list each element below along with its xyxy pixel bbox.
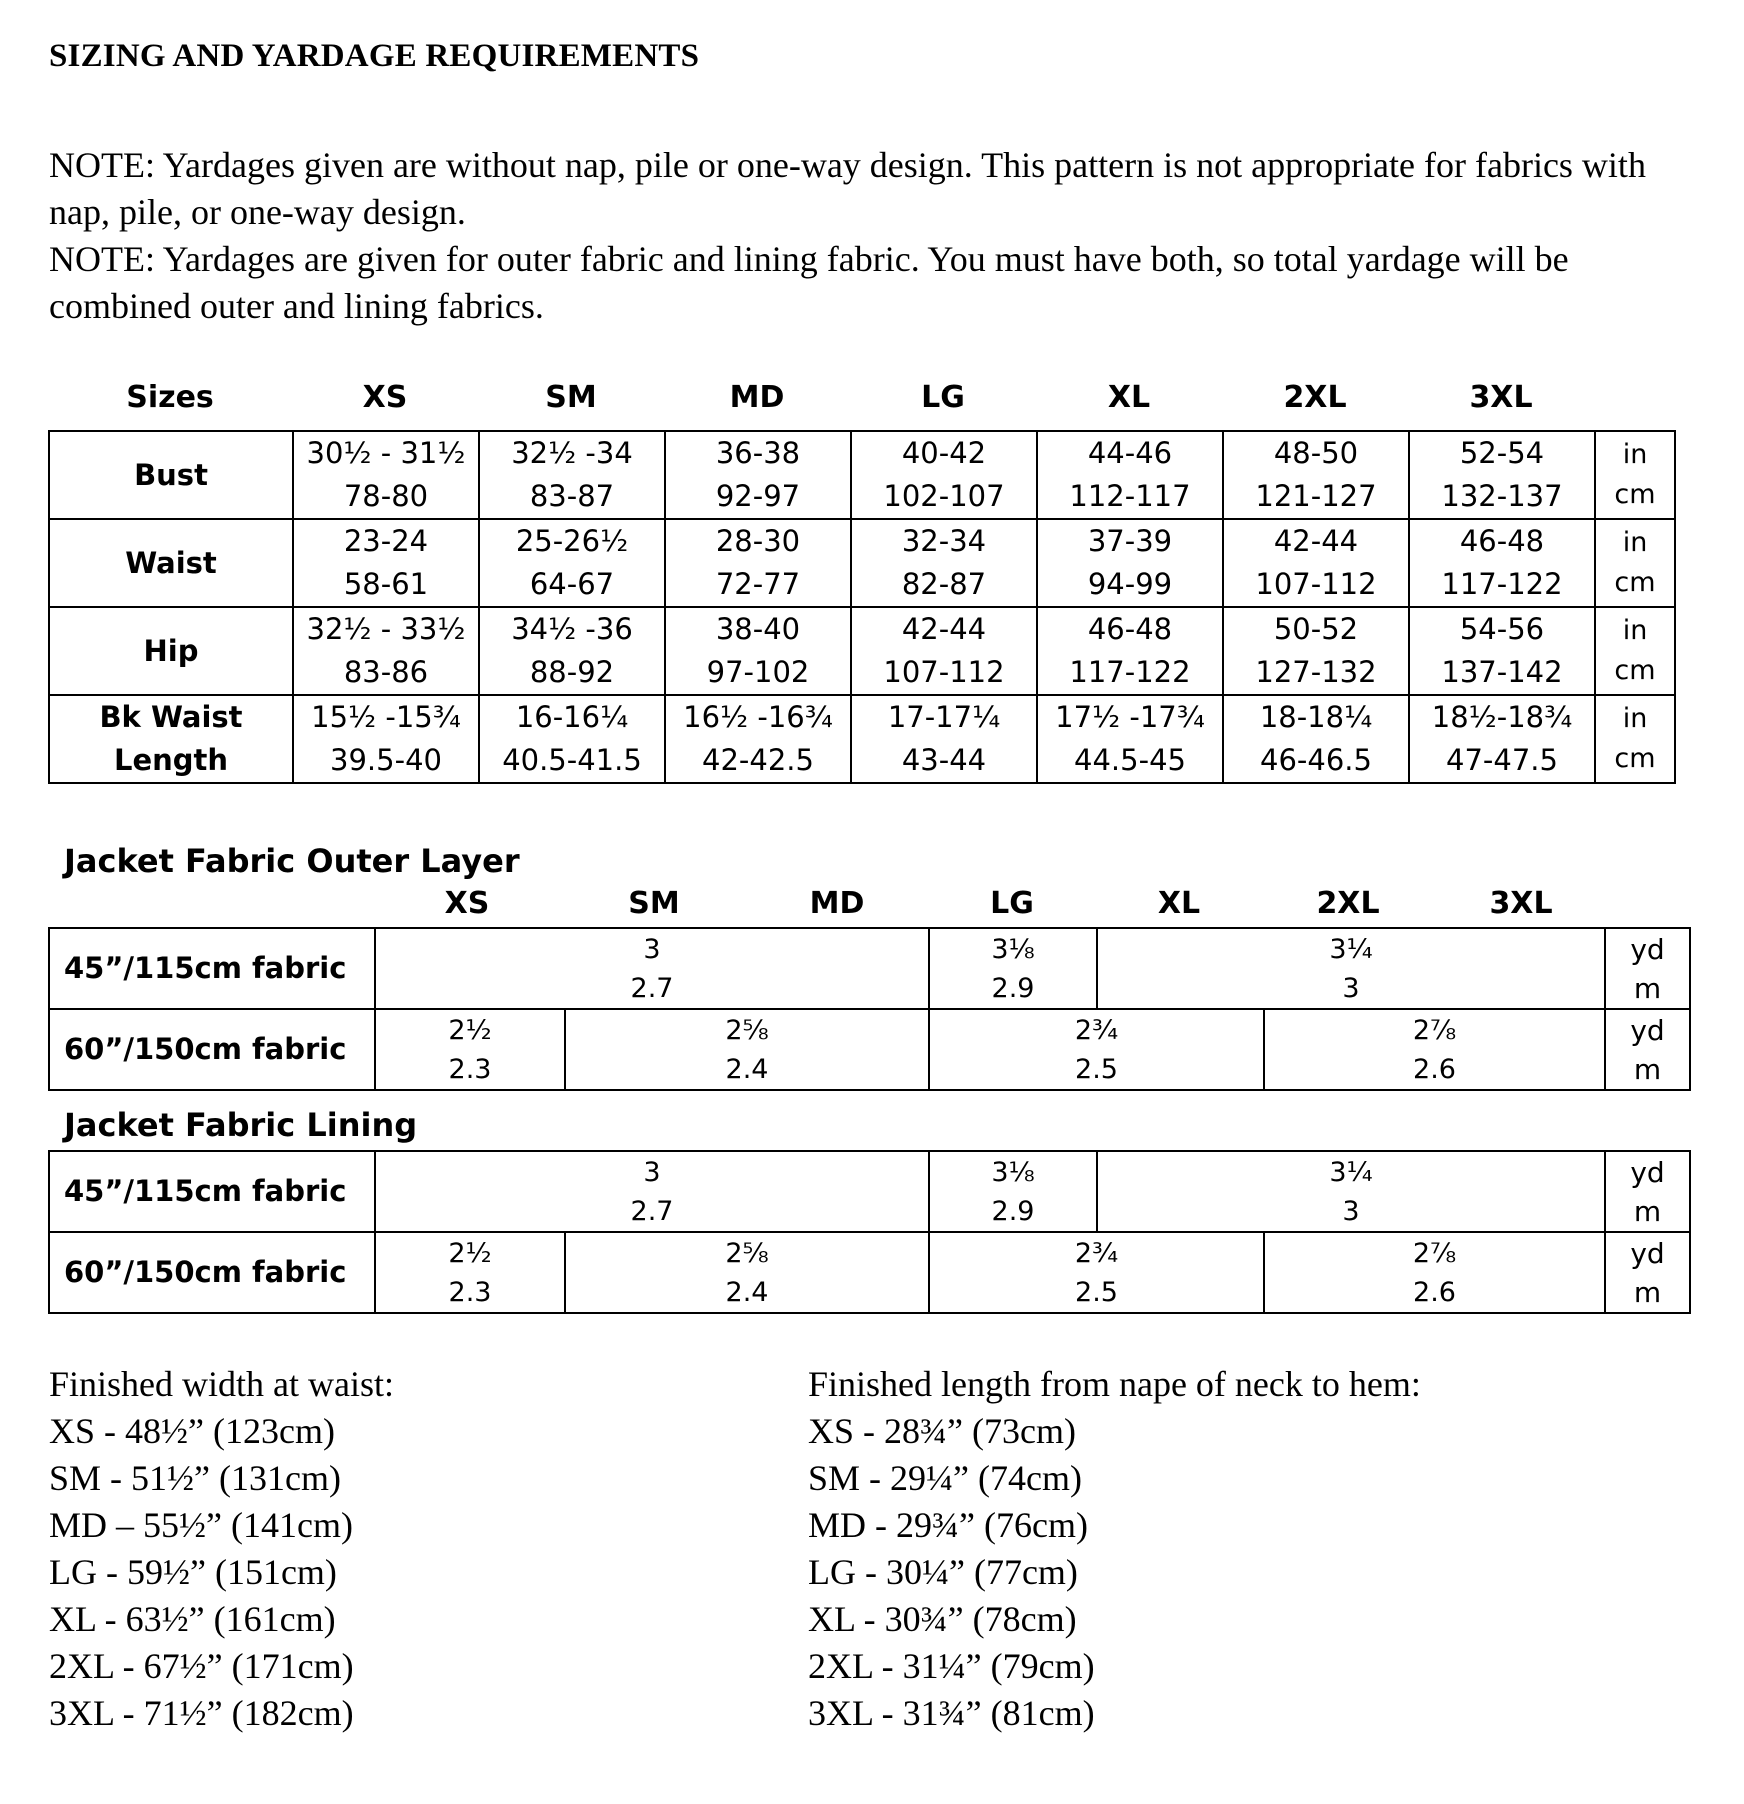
finished-length-xl: XL - 30¾” (78cm) (808, 1599, 1077, 1639)
outer-layer-title: Jacket Fabric Outer Layer (64, 842, 520, 880)
note-nap: NOTE: Yardages given are without nap, pile or one-way design. This pattern is not appropriate for fabrics with nap, pile, or one-way design. (49, 145, 1646, 232)
lining-60-lg-xl: 2¾ 2.5 (929, 1232, 1264, 1313)
outer-size-lg: LG (990, 886, 1034, 921)
lining-60-2xl-3xl: 2⅞ 2.6 (1264, 1232, 1605, 1313)
measure-cell-hip-3xl: 54-56 137-142 (1409, 607, 1595, 695)
size-xl: XL (1107, 380, 1151, 415)
outer-row-45 (49, 928, 1690, 1009)
measure-cell-bust-xs: 30½ - 31½ 78-80 (293, 431, 479, 519)
measure-cell-waist-2xl: 42-44 107-112 (1223, 519, 1409, 607)
finished-width-2xl: 2XL - 67½” (171cm) (49, 1646, 354, 1686)
outer-60-xs: 2½ 2.3 (375, 1009, 565, 1090)
finished-length-block (808, 1361, 1708, 1737)
measure-row-hip (49, 607, 1675, 695)
measure-cell-waist-3xl: 46-48 117-122 (1409, 519, 1595, 607)
lining-yardage-table (48, 1150, 1691, 1314)
measure-cell-hip-2xl: 50-52 127-132 (1223, 607, 1409, 695)
finished-length-title: Finished length from nape of neck to hem: (808, 1364, 1421, 1404)
measure-cell-hip-sm: 34½ -36 88-92 (479, 607, 665, 695)
finished-length-md: MD - 29¾” (76cm) (808, 1505, 1088, 1545)
outer-45-lg: 3⅛ 2.9 (929, 928, 1097, 1009)
measure-cell-back-waist-length-md: 16½ -16¾ 42-42.5 (665, 695, 851, 783)
size-lg: LG (921, 380, 965, 415)
size-xs: XS (362, 380, 408, 415)
measure-cell-back-waist-length-xs: 15½ -15¾ 39.5-40 (293, 695, 479, 783)
lining-60-sm-md: 2⅝ 2.4 (565, 1232, 929, 1313)
measure-label-waist: Waist (49, 519, 293, 607)
outer-size-3xl: 3XL (1489, 886, 1553, 921)
measure-cell-hip-xl: 46-48 117-122 (1037, 607, 1223, 695)
measure-row-bust (49, 431, 1675, 519)
lining-60-label: 60”/150cm fabric (49, 1232, 375, 1313)
outer-size-sm: SM (628, 886, 680, 921)
measure-cell-back-waist-length-xl: 17½ -17¾ 44.5-45 (1037, 695, 1223, 783)
finished-width-xs: XS - 48½” (123cm) (49, 1411, 335, 1451)
lining-45-units: yd m (1605, 1151, 1690, 1232)
outer-60-sm-md: 2⅝ 2.4 (565, 1009, 929, 1090)
finished-width-title: Finished width at waist: (49, 1364, 394, 1404)
lining-title: Jacket Fabric Lining (64, 1106, 418, 1144)
outer-row-60 (49, 1009, 1690, 1090)
outer-60-lg-xl: 2¾ 2.5 (929, 1009, 1264, 1090)
finished-width-3xl: 3XL - 71½” (182cm) (49, 1693, 354, 1733)
lining-row-60 (49, 1232, 1690, 1313)
lining-45-xl-3xl: 3¼ 3 (1097, 1151, 1605, 1232)
finished-length-xs: XS - 28¾” (73cm) (808, 1411, 1076, 1451)
size-md: MD (729, 380, 785, 415)
outer-yardage-table (48, 927, 1691, 1091)
lining-45-lg: 3⅛ 2.9 (929, 1151, 1097, 1232)
outer-60-units: yd m (1605, 1009, 1690, 1090)
lining-60-xs: 2½ 2.3 (375, 1232, 565, 1313)
measure-cell-bust-md: 36-38 92-97 (665, 431, 851, 519)
body-measurements-rows (49, 431, 1675, 783)
finished-length-2xl: 2XL - 31¼” (79cm) (808, 1646, 1095, 1686)
size-sm: SM (545, 380, 597, 415)
measure-cell-waist-xl: 37-39 94-99 (1037, 519, 1223, 607)
note-lining: NOTE: Yardages are given for outer fabric and lining fabric. You must have both, so total yardage will be combined outer and lining fabrics. (49, 239, 1569, 326)
measure-cell-back-waist-length-3xl: 18½-18¾ 47-47.5 (1409, 695, 1595, 783)
outer-size-xs: XS (444, 886, 490, 921)
measure-cell-back-waist-length-lg: 17-17¼ 43-44 (851, 695, 1037, 783)
measure-cell-hip-md: 38-40 97-102 (665, 607, 851, 695)
measure-cell-hip-xs: 32½ - 33½ 83-86 (293, 607, 479, 695)
measure-row-waist (49, 519, 1675, 607)
lining-45-xs-md: 3 2.7 (375, 1151, 929, 1232)
finished-length-sm: SM - 29¼” (74cm) (808, 1458, 1082, 1498)
measure-cell-bust-lg: 40-42 102-107 (851, 431, 1037, 519)
finished-width-md: MD – 55½” (141cm) (49, 1505, 353, 1545)
lining-row-45 (49, 1151, 1690, 1232)
measure-units-bust: in cm (1595, 431, 1675, 519)
finished-width-xl: XL - 63½” (161cm) (49, 1599, 336, 1639)
measure-cell-back-waist-length-2xl: 18-18¼ 46-46.5 (1223, 695, 1409, 783)
size-2xl: 2XL (1283, 380, 1347, 415)
outer-60-label: 60”/150cm fabric (49, 1009, 375, 1090)
size-3xl: 3XL (1469, 380, 1533, 415)
measure-row-back-waist-length (49, 695, 1675, 783)
measure-label-bust: Bust (49, 431, 293, 519)
finished-width-block (49, 1361, 769, 1737)
outer-45-xs-md: 3 2.7 (375, 928, 929, 1009)
measure-label-hip: Hip (49, 607, 293, 695)
measure-cell-waist-md: 28-30 72-77 (665, 519, 851, 607)
outer-45-label: 45”/115cm fabric (49, 928, 375, 1009)
measure-cell-bust-sm: 32½ -34 83-87 (479, 431, 665, 519)
measure-units-back-waist-length: in cm (1595, 695, 1675, 783)
finished-length-3xl: 3XL - 31¾” (81cm) (808, 1693, 1095, 1733)
outer-45-xl-3xl: 3¼ 3 (1097, 928, 1605, 1009)
measure-units-waist: in cm (1595, 519, 1675, 607)
measure-units-hip: in cm (1595, 607, 1675, 695)
outer-60-2xl-3xl: 2⅞ 2.6 (1264, 1009, 1605, 1090)
measure-cell-waist-lg: 32-34 82-87 (851, 519, 1037, 607)
outer-size-md: MD (809, 886, 865, 921)
measure-label-back-waist-length: Bk Waist Length (49, 695, 293, 783)
finished-width-lg: LG - 59½” (151cm) (49, 1552, 337, 1592)
measure-cell-bust-3xl: 52-54 132-137 (1409, 431, 1595, 519)
sizes-label: Sizes (126, 380, 214, 415)
measure-cell-bust-xl: 44-46 112-117 (1037, 431, 1223, 519)
measure-cell-waist-xs: 23-24 58-61 (293, 519, 479, 607)
lining-60-units: yd m (1605, 1232, 1690, 1313)
finished-length-lg: LG - 30¼” (77cm) (808, 1552, 1078, 1592)
outer-size-xl: XL (1157, 886, 1201, 921)
finished-width-sm: SM - 51½” (131cm) (49, 1458, 341, 1498)
lining-45-label: 45”/115cm fabric (49, 1151, 375, 1232)
outer-size-2xl: 2XL (1316, 886, 1380, 921)
outer-45-units: yd m (1605, 928, 1690, 1009)
notes (49, 142, 1709, 330)
measure-cell-back-waist-length-sm: 16-16¼ 40.5-41.5 (479, 695, 665, 783)
body-measurements-table (48, 430, 1676, 784)
measure-cell-bust-2xl: 48-50 121-127 (1223, 431, 1409, 519)
measure-cell-hip-lg: 42-44 107-112 (851, 607, 1037, 695)
measure-cell-waist-sm: 25-26½ 64-67 (479, 519, 665, 607)
page-title: SIZING AND YARDAGE REQUIREMENTS (49, 38, 700, 74)
